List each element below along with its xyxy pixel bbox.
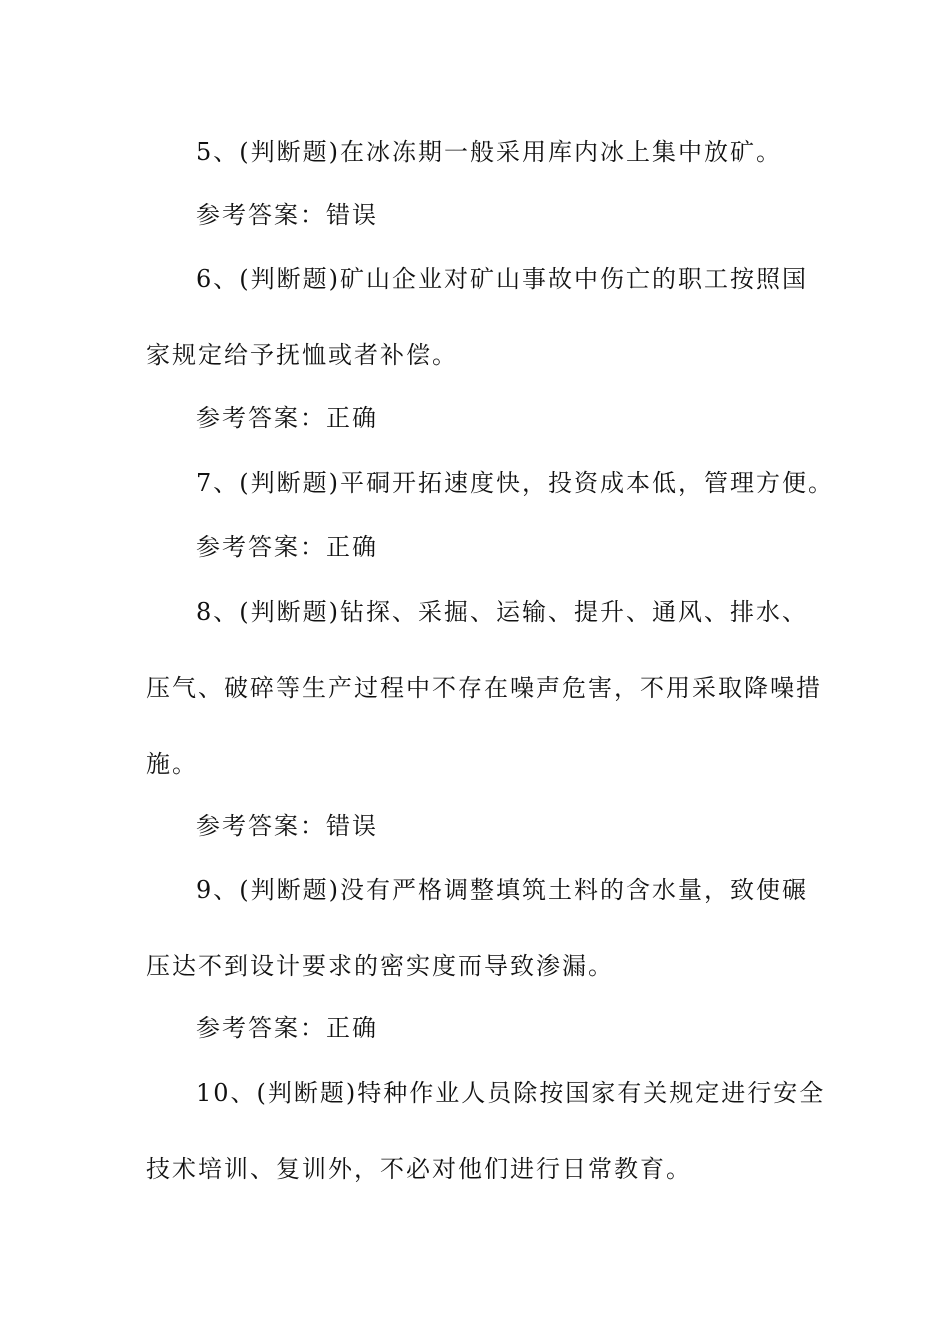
- question-8-text-continued-2: 施。: [146, 750, 198, 778]
- question-8-text-continued-1: 压气、破碎等生产过程中不存在噪声危害，不用采取降噪措: [146, 674, 822, 702]
- question-5-answer: 参考答案：错误: [196, 201, 378, 229]
- question-9-text: 9、(判断题)没有严格调整填筑土料的含水量，致使碾: [196, 876, 808, 904]
- question-6-text-continued: 家规定给予抚恤或者补偿。: [146, 341, 458, 369]
- question-6-answer: 参考答案：正确: [196, 404, 378, 432]
- question-9-answer: 参考答案：正确: [196, 1014, 378, 1042]
- question-10-text: 10、(判断题)特种作业人员除按国家有关规定进行安全: [196, 1079, 826, 1107]
- question-8-answer: 参考答案：错误: [196, 812, 378, 840]
- question-7-text: 7、(判断题)平硐开拓速度快，投资成本低，管理方便。: [196, 469, 834, 497]
- question-10-text-continued: 技术培训、复训外，不必对他们进行日常教育。: [146, 1155, 692, 1183]
- question-7-answer: 参考答案：正确: [196, 533, 378, 561]
- question-8-text: 8、(判断题)钻探、采掘、运输、提升、通风、排水、: [196, 598, 808, 626]
- question-9-text-continued: 压达不到设计要求的密实度而导致渗漏。: [146, 952, 614, 980]
- question-5-text: 5、(判断题)在冰冻期一般采用库内冰上集中放矿。: [196, 138, 782, 166]
- question-6-text: 6、(判断题)矿山企业对矿山事故中伤亡的职工按照国: [196, 265, 808, 293]
